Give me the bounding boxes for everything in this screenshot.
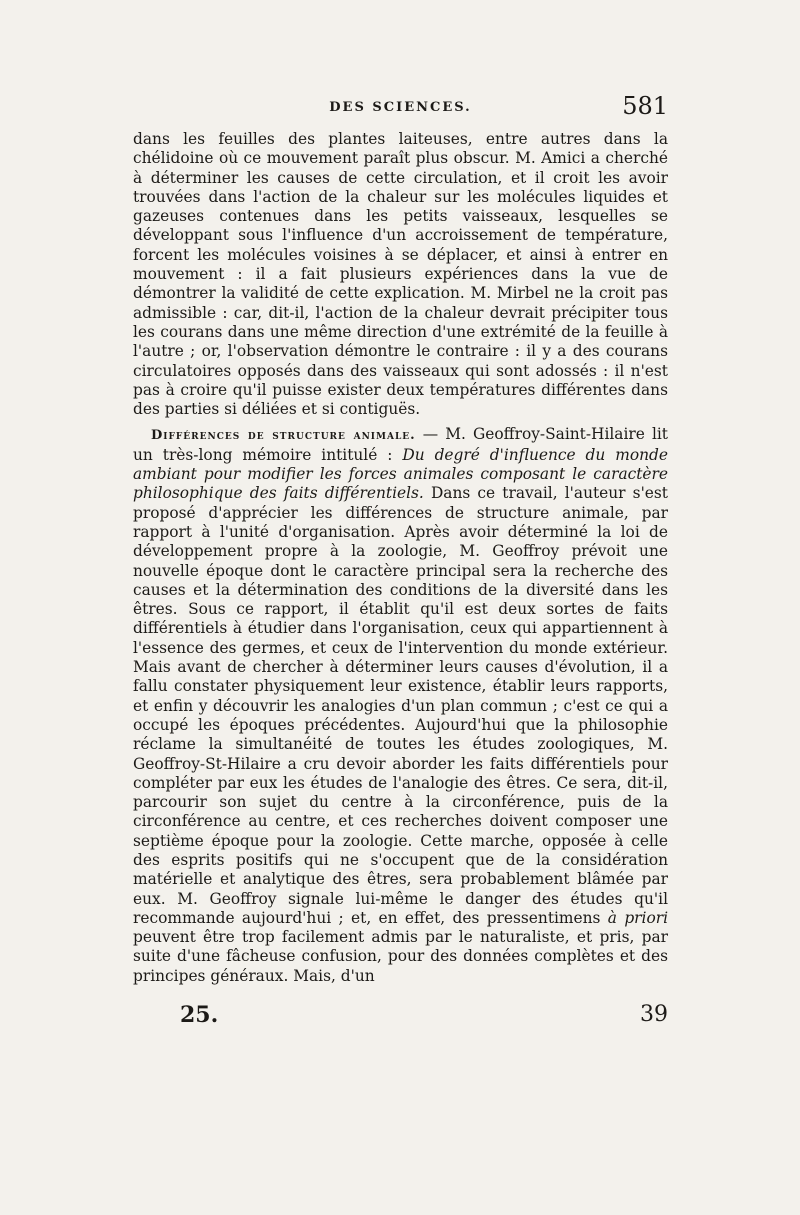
memoir-title: Du degré d'influence du monde ambiant pour modifier les forces animales composant le caractère philosophique des faits différentiels. [133, 445, 668, 503]
running-title: DES SCIENCES. [329, 100, 472, 115]
section-heading: Différences de structure animale. [151, 428, 416, 444]
paragraph-text-after: Dans ce travail, l'auteur s'est proposé d'apprécier les différences de structure animale, par rapport à l'unité d'organisation. Après avoir déterminé la loi de développement propre à la zoologie, M. Geoffroy prévoit une nouvelle époque dont le caractère principal sera la recherche des causes et la détermination des conditions de la diversité dans les êtres. Sous ce rapport, il établit qu'il est deux sortes de faits différentiels à étudier dans l'organisation, ceux qui appartiennent à l'essence des germes, et ceux de l'intervention du monde extérieur. Mais avant de chercher à déterminer leurs causes d'évolution, il a fallu constater physiquement leur existence, établir leurs rapports, et enfin y découvrir les analogies d'un plan commun ; c'est ce qui a occupé les époques précédentes. Aujourd'hui que la philosophie réclame la simultanéité de toutes les études zoologiques, M. Geoffroy-St-Hilaire a cru devoir aborder les faits différentiels pour compléter par eux les études de l'analogie des êtres. Ce sera, dit-il, parcourir son sujet du centre à la circonférence, puis de la circonférence au centre, et ces recherches doivent composer une septième époque pour la zoologie. Cette marche, opposée à celle des esprits positifs qui ne s'occupent que de la considération matérielle et analytique des êtres, sera probablement blâmée par eux. M. Geoffroy signale lui-même le danger des études qu'il recommande aujourd'hui ; et, en effet, des pressentimens [133, 484, 668, 927]
paragraph-differences [133, 425, 668, 986]
paragraph-text-end: peuvent être trop facilement admis par le naturaliste, et pris, par suite d'une fâcheuse confusion, pour des données complètes et des principes généraux. Mais, d'un [133, 928, 668, 985]
heading-dash: — [415, 425, 446, 444]
signature-mark: 25. [180, 1002, 219, 1028]
italic-phrase: à priori [607, 908, 668, 927]
page-footer [180, 1002, 668, 1032]
paragraph-text-before: M. Geoffroy-Saint-Hilaire lit un très-long mémoire intitulé : [133, 425, 668, 464]
sheet-number: 39 [640, 1002, 668, 1027]
page-header [133, 92, 668, 122]
body-text [133, 130, 668, 986]
paragraph-chelidoine: dans les feuilles des plantes laiteuses, entre autres dans la chélidoine où ce mouvement paraît plus obscur. M. Amici a cherché à déterminer les causes de cette circulation, et il croit les avoir trouvées dans l'action de la chaleur sur les molécules liquides et gazeuses contenues dans les petits vaisseaux, lesquelles se développant sous l'influence d'un accroissement de température, forcent les molécules voisines à se déplacer, et ainsi à entrer en mouvement : il a fait plusieurs expériences dans la vue de démontrer la validité de cette explication. M. Mirbel ne la croit pas admissible : car, dit-il, l'action de la chaleur devrait précipiter tous les courans dans une même direction d'une extrémité de la feuille à l'autre ; or, l'observation démontre le contraire : il y a des courans circulatoires opposés dans des vaisseaux qui sont adossés : il n'est pas à croire qu'il puisse exister deux températures différentes dans des parties si déliées et si contiguës. [133, 130, 668, 419]
page-number: 581 [622, 92, 668, 120]
